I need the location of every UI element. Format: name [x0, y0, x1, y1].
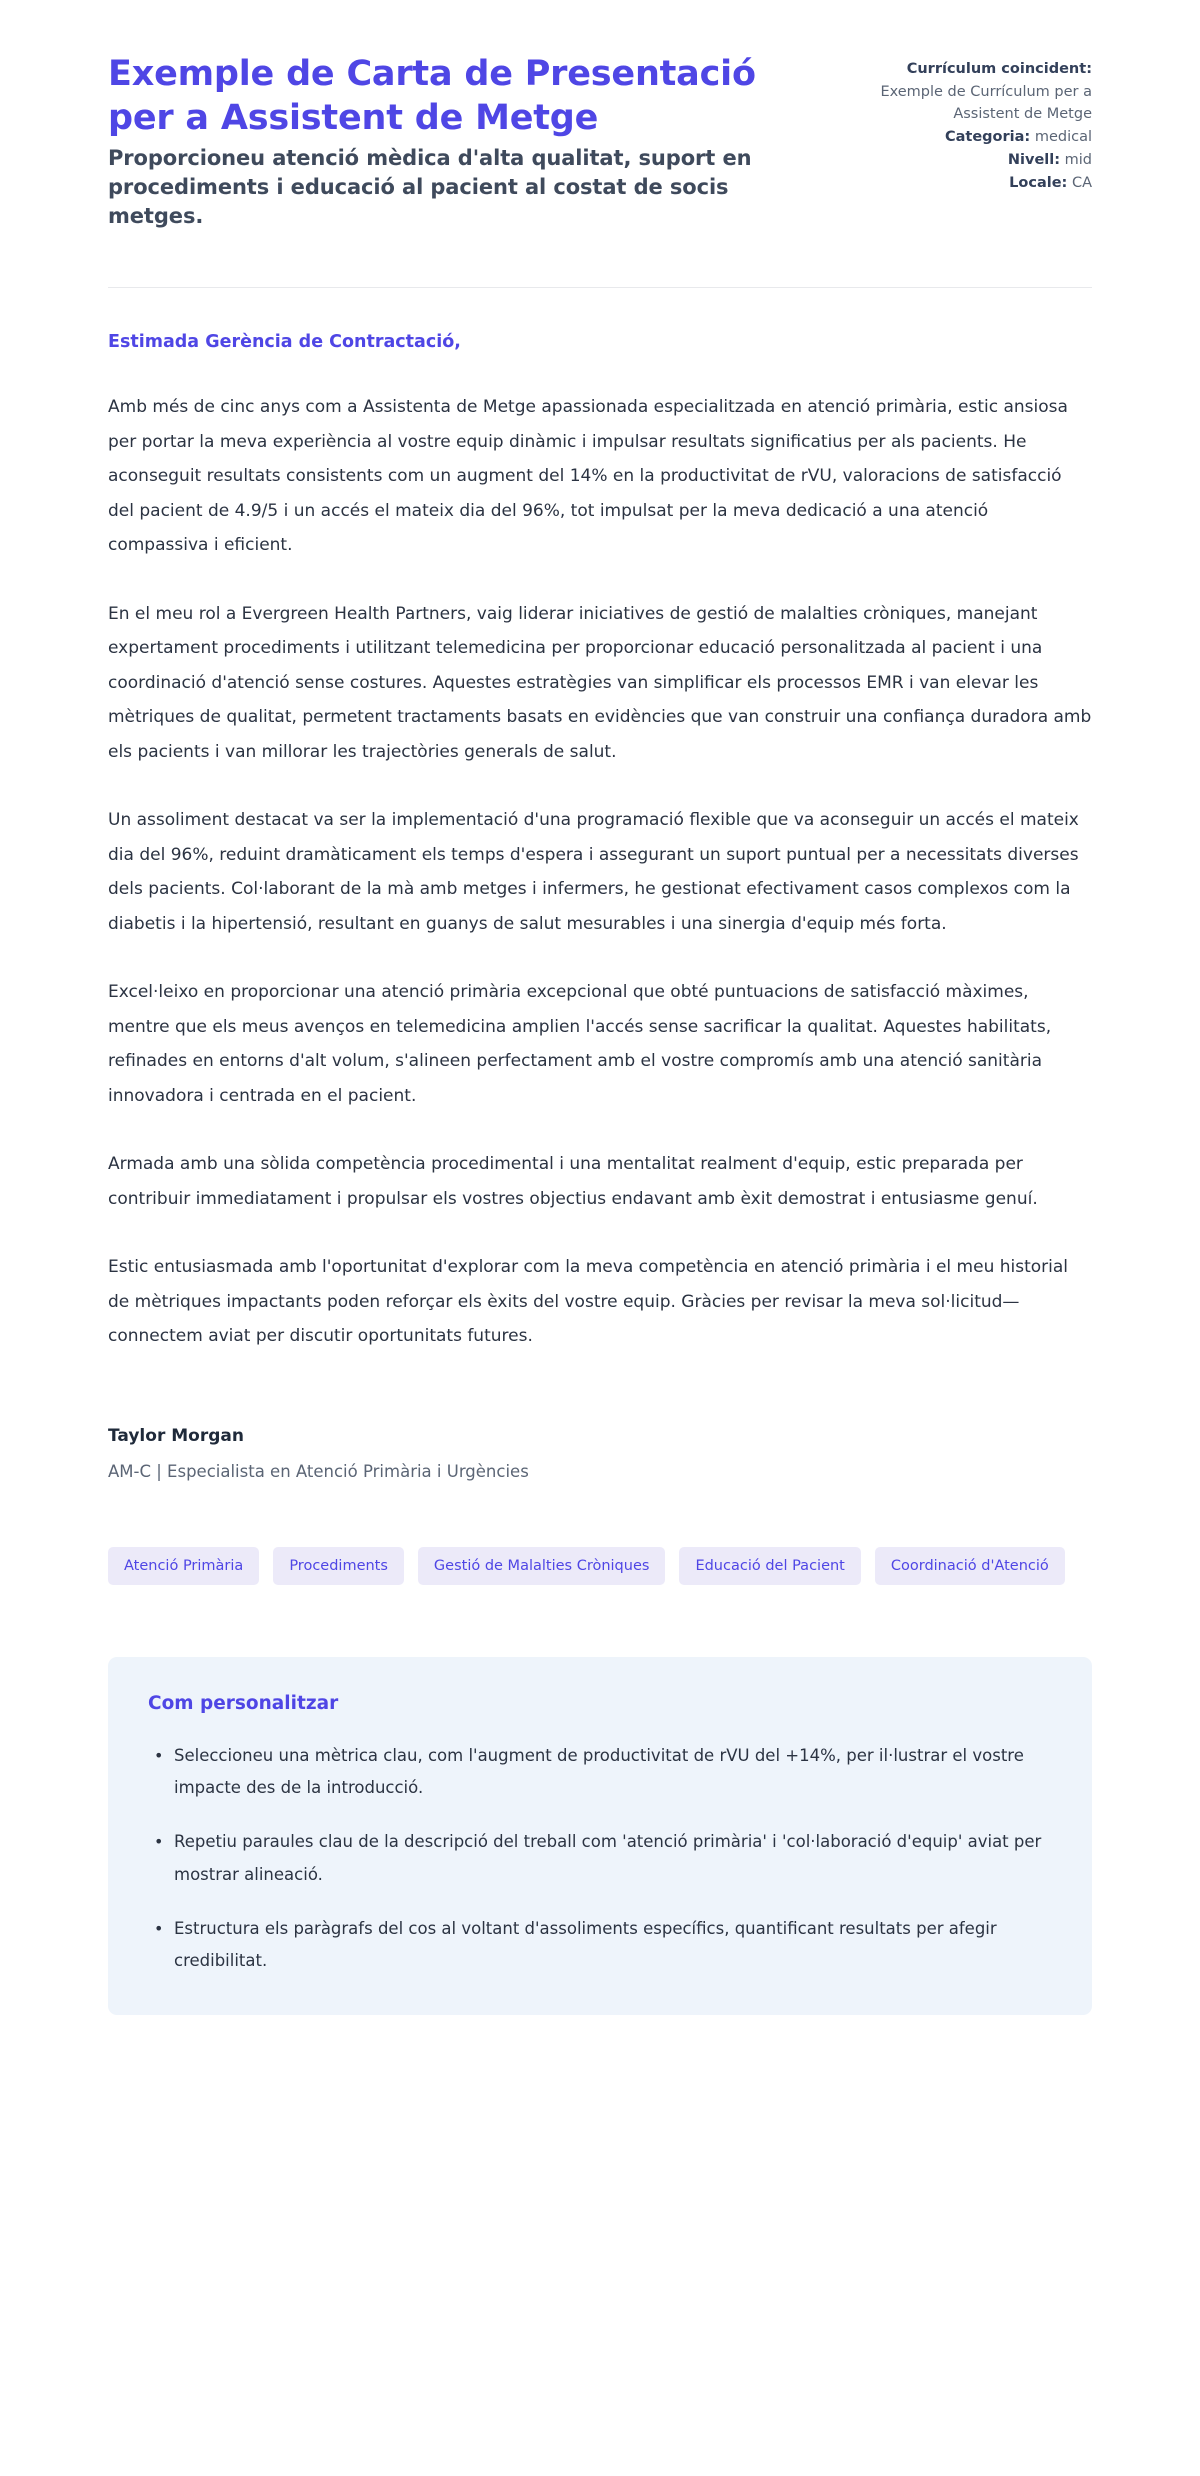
letter-body [108, 288, 1092, 1354]
letter-paragraph: Un assoliment destacat va ser la implementació d'una programació flexible que va aconseguir un accés el mateix dia del 96%, reduint dramàticament els temps d'espera i assegurant un suport puntual per a necessitats diverses dels pacients. Col·laborant de la mà amb metges i infermers, he gestionat efectivament casos complexos com la diabetis i la hipertensió, resultant en guanys de salut mesurables i una sinergia d'equip més forta. [108, 810, 1079, 934]
signature-block [108, 1426, 1092, 1481]
page-title: Exemple de Carta de Presentació per a Assistent de Metge [108, 54, 756, 139]
meta-value-level: mid [1064, 152, 1092, 169]
tag-chip[interactable]: Procediments [273, 1547, 404, 1586]
signature-name: Taylor Morgan [108, 1425, 244, 1446]
callout-title: Com personalitzar [148, 1693, 339, 1715]
meta-label-locale: Locale: [1009, 175, 1068, 192]
customize-callout [108, 1657, 1092, 2015]
letter-paragraph: Estic entusiasmada amb l'oportunitat d'explorar com la meva competència en atenció primària i el meu historial de mètriques impactants poden reforçar els èxits del vostre equip. Gràcies per revisar la meva sol·licitud—connectem aviat per discutir oportunitats futures. [108, 1257, 1069, 1347]
bullet-icon: • [154, 1746, 164, 1766]
meta-label-category: Categoria: [944, 129, 1031, 146]
meta-value-category: medical [1034, 129, 1092, 146]
tag-chip[interactable]: Gestió de Malalties Cròniques [418, 1547, 666, 1586]
tag-chip[interactable]: Atenció Primària [108, 1547, 259, 1586]
tag-chip[interactable]: Coordinació d'Atenció [875, 1547, 1065, 1586]
header-title-block [108, 52, 782, 231]
letter-paragraph: En el meu rol a Evergreen Health Partners, vaig liderar iniciatives de gestió de malalties cròniques, manejant expertament procediments i utilitzant telemedicina per proporcionar educació personalitzada al pacient i una coordinació d'atenció sense costures. Aquestes estratègies van simplificar els processos EMR i van elevar les mètriques de qualitat, permetent tractaments basats en evidències que van construir una confiança duradora amb els pacients i van millorar les trajectòries generals de salut. [108, 603, 1092, 762]
bullet-icon: • [154, 1918, 164, 1938]
meta-row-category [822, 126, 1092, 148]
letter-paragraph: Armada amb una sòlida competència procedimental i una mentalitat realment d'equip, estic preparada per contribuir immediatament i propulsar els vostres objectius endavant amb èxit demostrat i entusiasme genuí. [108, 1154, 1038, 1209]
signature-role: AM-C | Especialista en Atenció Primària i Urgències [108, 1461, 529, 1481]
meta-label-level: Nivell: [1007, 152, 1061, 169]
tag-chip[interactable]: Educació del Pacient [679, 1547, 860, 1586]
callout-item-text: Repetiu paraules clau de la descripció del treball com 'atenció primària' i 'col·laboració d'equip' aviat per mostrar alineació. [174, 1832, 1042, 1884]
callout-list-item [148, 1740, 1052, 1804]
meta-row-locale [822, 172, 1092, 194]
callout-list-item [148, 1826, 1052, 1890]
meta-row-resume [822, 58, 1092, 80]
letter-paragraph: Excel·leixo en proporcionar una atenció primària excepcional que obté puntuacions de satisfacció màximes, mentre que els meus avenços en telemedicina amplien l'accés sense sacrificar la qualitat. Aquestes habilitats, refinades en entorns d'alt volum, s'alineen perfectament amb el vostre compromís amb una atenció sanitària innovadora i centrada en el pacient. [108, 982, 1052, 1106]
letter-paragraph: Amb més de cinc anys com a Assistenta de Metge apassionada especialitzada en atenció primària, estic ansiosa per portar la meva experiència al vostre equip dinàmic i impulsar resultats significatius per als pacients. He aconseguit resultats consistents com un augment del 14% en la productivitat de rVU, valoracions de satisfacció del pacient de 4.9/5 i un accés el mateix dia del 96%, tot impulsat per la meva dedicació a una atenció compassiva i eficient. [108, 397, 1068, 556]
page-subtitle: Proporcioneu atenció mèdica d'alta qualitat, suport en procediments i educació al pacient al costat de socis metges. [108, 146, 752, 229]
meta-label-resume: Currículum coincident: [906, 61, 1092, 77]
callout-list [148, 1740, 1052, 1977]
bullet-icon: • [154, 1832, 164, 1852]
meta-value-resume: Exemple de Currículum per a Assistent de Metge [880, 84, 1092, 123]
meta-row-resume-value [822, 81, 1092, 125]
meta-row-level [822, 149, 1092, 171]
callout-list-item [148, 1913, 1052, 1977]
tag-list [108, 1547, 1068, 1586]
header-meta-block [822, 52, 1092, 195]
callout-item-text: Estructura els paràgrafs del cos al voltant d'assoliments específics, quantificant resultats per afegir credibilitat. [174, 1918, 997, 1970]
callout-item-text: Seleccioneu una mètrica clau, com l'augment de productivitat de rVU del +14%, per il·lustrar el vostre impacte des de la introducció. [174, 1746, 1024, 1798]
letter-salutation: Estimada Gerència de Contractació, [108, 332, 461, 353]
page-header [108, 52, 1092, 231]
meta-value-locale: CA [1071, 175, 1092, 192]
